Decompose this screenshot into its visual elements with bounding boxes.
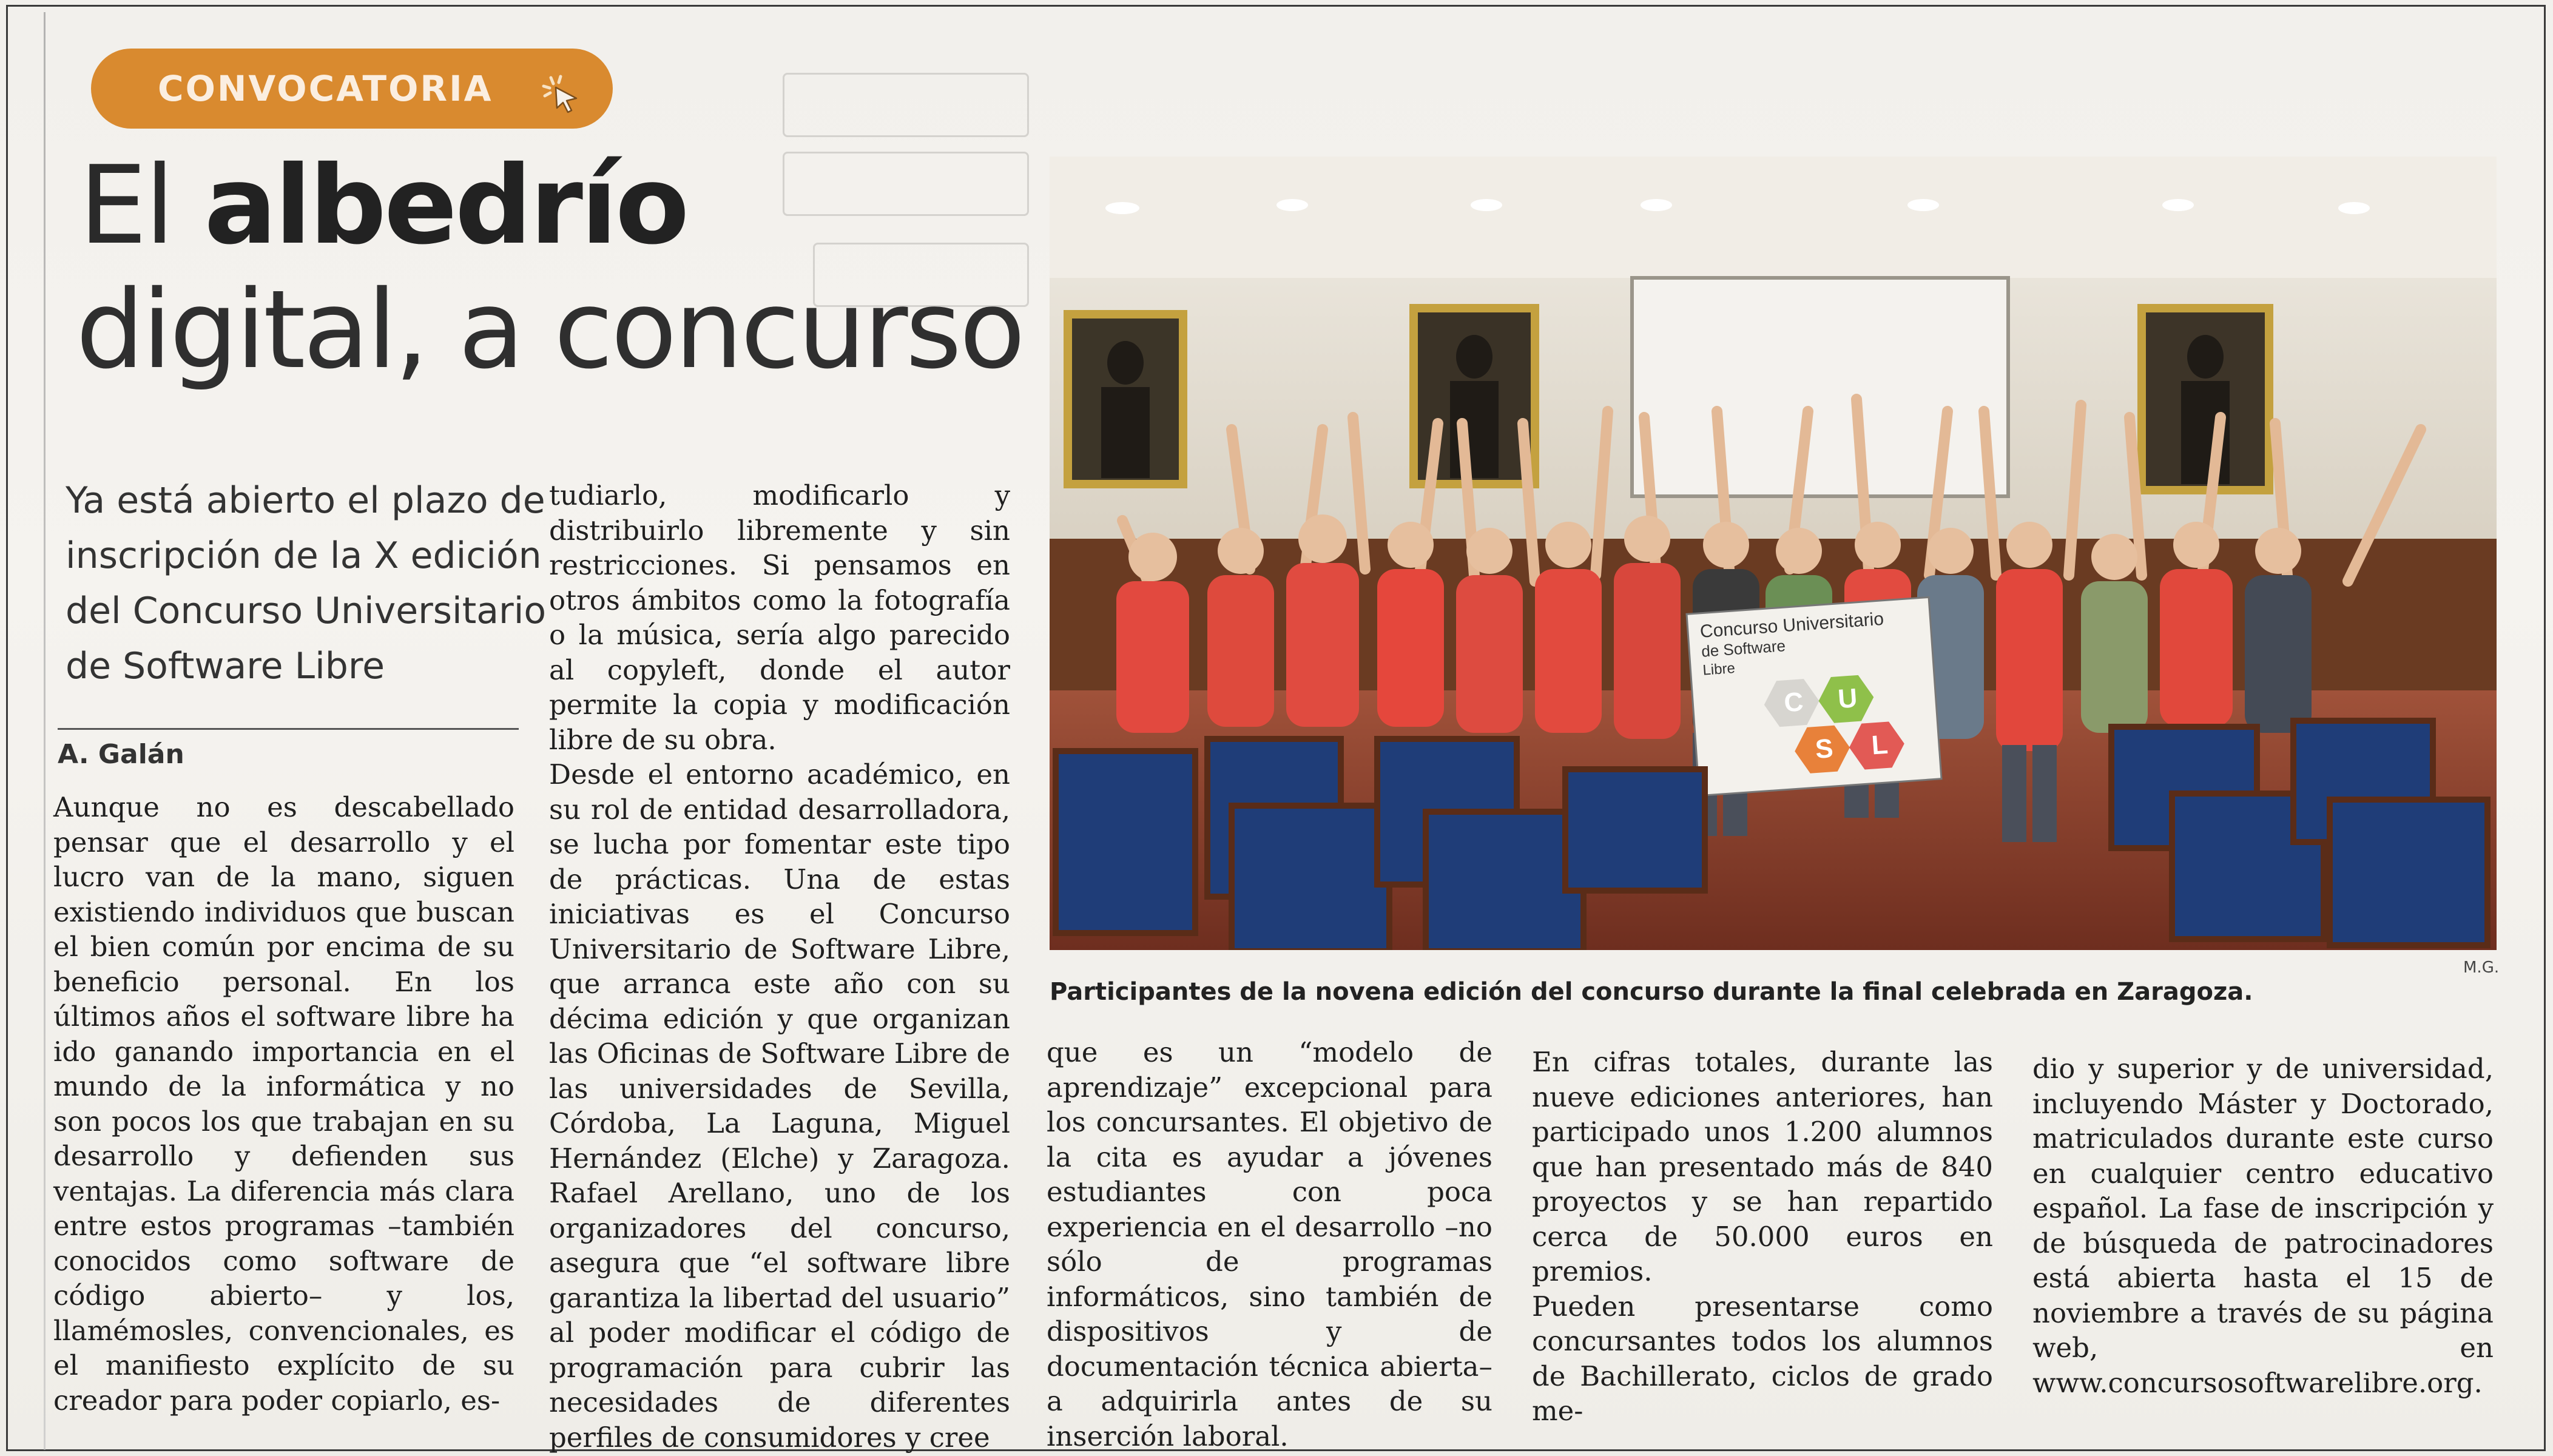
cursor-click-icon: [540, 72, 582, 114]
headline-bold-word: albedrío: [204, 143, 687, 268]
article-column-3: que es un “modelo de aprendizaje” excepcional para los concursantes. El objetivo de la cita es ayudar a jóvenes estudiantes con poca experiencia en el desarrollo –no sólo de programas informáticos, sino también de dispositivos y de documentación técnica abierta– a adquirirla antes de su inserción laboral.: [1047, 1036, 1492, 1452]
article-column-5: dio y superior y de universidad, incluyendo Máster y Doctorado, matriculados durante este curso en cualquier centro educativo español. La fase de inscripción y de búsqueda de patrocinadores está abierta hasta el 15 de noviembre a través de su página web, en www.concursosoftwarelibre.org.: [2032, 1053, 2494, 1399]
page-fold: [44, 12, 46, 1450]
article-column-2: tudiarlo, modificarlo y distribuirlo libremente y sin restricciones. Si pensamos en otros ámbitos como la fotografía o la música, sería algo parecido al copyleft, donde el autor permite la copia y modificación libre de su obra. Desde el entorno académico, en su rol de entidad desarrolladora, se lucha por fomentar este tipo de prácticas. Una de estas iniciativas es el Concurso Universitario de Software Libre, que arranca este año con su décima edición y que organizan las Oficinas de Software Libre de las universidades de Sevilla, Córdoba, La Laguna, Miguel Hernández (Elche) y Zaragoza. Rafael Arellano, uno de los organizadores del concurso, asegura que “el software libre garantiza la libertad del usuario” al poder modificar el código de programación para cubrir las necesidades de diferentes perfiles de consumidores y cree: [549, 479, 1010, 1454]
banner-letter-u: U: [1836, 683, 1858, 715]
article-column-4: En cifras totales, durante las nueve ediciones anteriores, han participado unos 1.200 alumnos que han presentado más de 840 proyectos y se han repartido cerca de 50.000 euros en premios. Pueden presentarse como concursantes todos los alumnos de Bachillerato, ciclos de grado me-: [1532, 1046, 1993, 1427]
byline: A. Galán: [58, 739, 184, 770]
bleed-through-box: [783, 73, 1029, 137]
headline-prefix: El: [79, 143, 204, 268]
group-photo-illustration: [1050, 157, 2497, 950]
banner-line-3: Libre: [1702, 660, 1736, 679]
photo-caption: Participantes de la novena edición del concurso durante la final celebrada en Zaragoza.: [1050, 978, 2253, 1006]
group-photo: [1050, 157, 2497, 950]
bleed-through-box: [783, 152, 1029, 216]
headline-line-1: [79, 143, 687, 268]
headline-line-2: digital, a concurso: [76, 267, 1024, 393]
section-tag-label: CONVOCATORIA: [158, 68, 493, 109]
article-column-1: Aunque no es descabellado pensar que el desarrollo y el lucro van de la mano, siguen existiendo individuos que buscan el bien común por encima de su beneficio personal. En los últimos años el software libre ha ido ganando importancia en el mundo de la informática y no son pocos los que trabajan en su desarrollo y defienden sus ventajas. La diferencia más clara entre estos programas –también conocidos como software de código abierto– y los, llamémosles, convencionales, es el manifiesto explícito de su creador para poder copiarlo, es-: [53, 791, 514, 1417]
contest-banner: [1687, 597, 1941, 795]
banner-line-1: Concurso Universitario: [1699, 608, 1884, 642]
byline-rule: [58, 728, 519, 730]
section-tag: [91, 49, 613, 129]
banner-letter-l: L: [1870, 729, 1889, 761]
lede: Ya está abierto el plazo de inscripción de la X edición del Concurso Universitario de Software Libre: [66, 479, 547, 687]
banner-line-2: de Software: [1701, 636, 1786, 661]
banner-letter-c: C: [1782, 687, 1805, 718]
photo-credit: M.G.: [2463, 959, 2500, 977]
banner-letter-s: S: [1814, 733, 1835, 765]
